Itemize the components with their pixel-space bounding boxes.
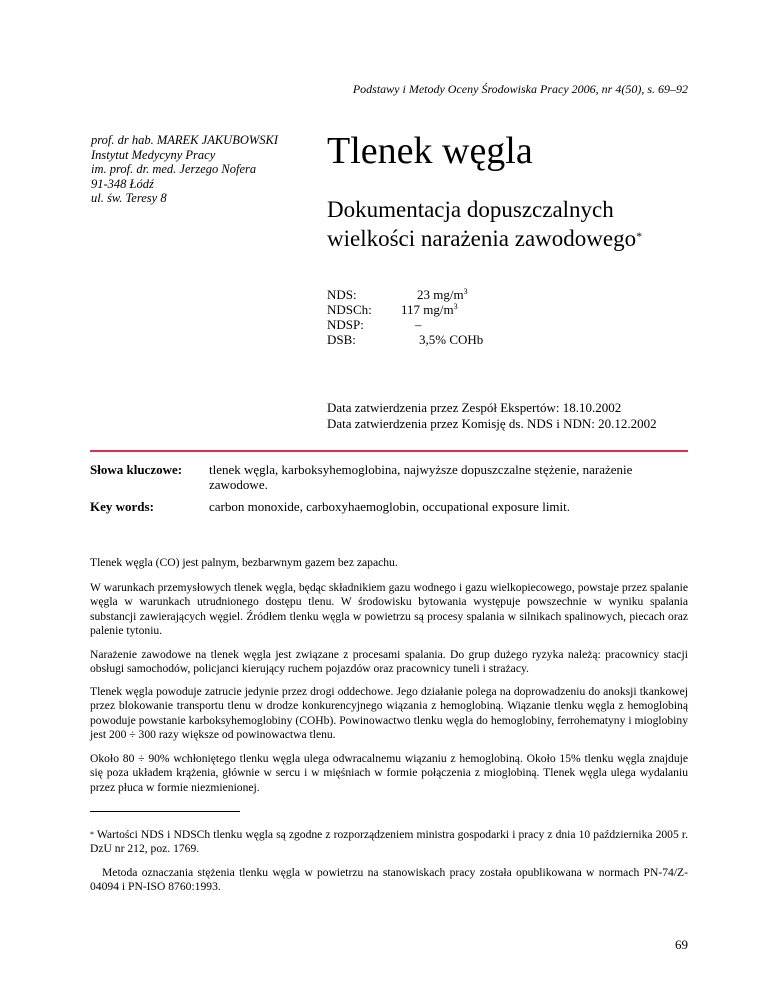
limit-value: –	[415, 317, 422, 332]
limit-value: 117 $mg/m^3$	[401, 302, 458, 317]
exposure-limits	[327, 287, 483, 347]
author-name: prof. dr hab. MAREK JAKUBOWSKI	[91, 133, 279, 147]
author-street: ul. św. Teresy 8	[91, 191, 167, 205]
approval-date-experts: Data zatwierdzenia przez Zespół Ekspertów: 18.10.2002	[327, 400, 622, 415]
limit-row-dsb	[327, 332, 483, 347]
limit-key: NDSCh:	[327, 302, 372, 317]
footnote-1-text: Wartości NDS i NDSCh tlenku węgla są zgodne z rozporządzeniem ministra gospodarki i pracy z dnia 10 października 2005 r. DzU nr 212, poz. 1769.	[90, 828, 688, 856]
footnote-1-marker: *	[90, 830, 94, 839]
footnote-2: Metoda oznaczania stężenia tlenku węgla w powietrzu na stanowiskach pracy została opublikowana w normach PN-74/Z-04094 i PN-ISO 8760:1993.	[90, 866, 688, 894]
author-postcode-city: 91-348 Łódź	[91, 176, 154, 191]
limit-row-nds	[327, 287, 483, 302]
page-title: Tlenek węgla	[327, 130, 533, 172]
approval-dates	[327, 400, 657, 432]
limit-row-ndsch	[327, 302, 483, 317]
limit-key: DSB:	[327, 332, 356, 347]
footnote-separator	[90, 811, 240, 812]
paragraph-1: Tlenek węgla (CO) jest palnym, bezbarwnym gazem bez zapachu.	[90, 556, 398, 569]
footnote-1	[90, 828, 688, 857]
approval-date-commission: Data zatwierdzenia przez Komisję ds. NDS i NDN: 20.12.2002	[327, 416, 657, 431]
author-block	[91, 133, 316, 206]
paragraph-4: Tlenek węgla powoduje zatrucie jedynie przez drogi oddechowe. Jego działanie polega na doprowadzeniu do anoksji tkankowej przez blokowanie transportu tlenu w drodze konkurencyjnego wiązania z hemoglobiną. Wiązanie tlenku węgla z hemoglobiną powoduje powstanie karboksyhemoglobiny (COHb). Powinowactwo tlenku węgla do hemoglobiny, ferrohematyny i mioglobiny jest 200 ÷ 300 razy większe od powinowactwa tlenu.	[90, 685, 688, 741]
journal-citation: Podstawy i Metody Oceny Środowiska Pracy 2006, nr 4(50), s. 69–92	[352, 82, 688, 96]
paragraph-3: Narażenie zawodowe na tlenek węgla jest związane z procesami spalania. Do grup dużego ryzyka należą: pracownicy stacji obsługi samochodów, policjanci kierujący ruchem pojazdów oraz pracownicy tuneli i strażacy.	[90, 648, 688, 676]
author-institute-patron: im. prof. dr. med. Jerzego Nofera	[91, 162, 257, 176]
page-number: 69	[675, 937, 688, 952]
keywords-pl-label: Słowa kluczowe:	[90, 462, 183, 477]
subtitle	[327, 195, 642, 253]
subtitle-line-1: Dokumentacja dopuszczalnych	[327, 197, 614, 222]
paragraph-2: W warunkach przemysłowych tlenek węgla, będąc składnikiem gazu wodnego i gazu wielkopiecowego, powstaje przez spalanie węgla w warunkach utrudnionego dostępu tlenu. W środowisku bytowania występuje powszechnie w wyniku spalania substancji zawierających węgiel. Źródłem tlenku węgla w powietrzu są procesy spalania w silnikach spalinowych, piecach oraz palenie tytoniu.	[90, 581, 688, 637]
author-institute: Instytut Medycyny Pracy	[91, 147, 216, 162]
footnote-marker: *	[636, 229, 643, 243]
limit-value: 23 $mg/m^3$	[417, 287, 468, 302]
paragraph-5: Około 80 ÷ 90% wchłoniętego tlenku węgla ulega odwracalnemu wiązaniu z hemoglobiną. Około 15% tlenku węgla znajduje się poza układem krążenia, głównie w sercu i w mięśniach w formie połączenia z mioglobiną. Tlenek węgla ulega wydalaniu przez płuca w formie niezmienionej.	[90, 752, 688, 794]
limit-value: 3,5% COHb	[419, 332, 484, 347]
subtitle-line-2-text: wielkości narażenia zawodowego	[327, 226, 637, 251]
keywords-pl-text: tlenek węgla, karboksyhemoglobina, najwyższe dopuszczalne stężenie, narażenie zawodowe.	[209, 462, 633, 492]
limit-row-ndsp	[327, 317, 483, 332]
section-divider	[90, 450, 688, 452]
limit-key: NDSP:	[327, 317, 364, 332]
limit-key: NDS:	[327, 287, 357, 302]
subtitle-line-2	[327, 224, 642, 253]
keywords-en-text: carbon monoxide, carboxyhaemoglobin, occupational exposure limit.	[209, 499, 571, 514]
keywords-en-label: Key words:	[90, 499, 154, 514]
